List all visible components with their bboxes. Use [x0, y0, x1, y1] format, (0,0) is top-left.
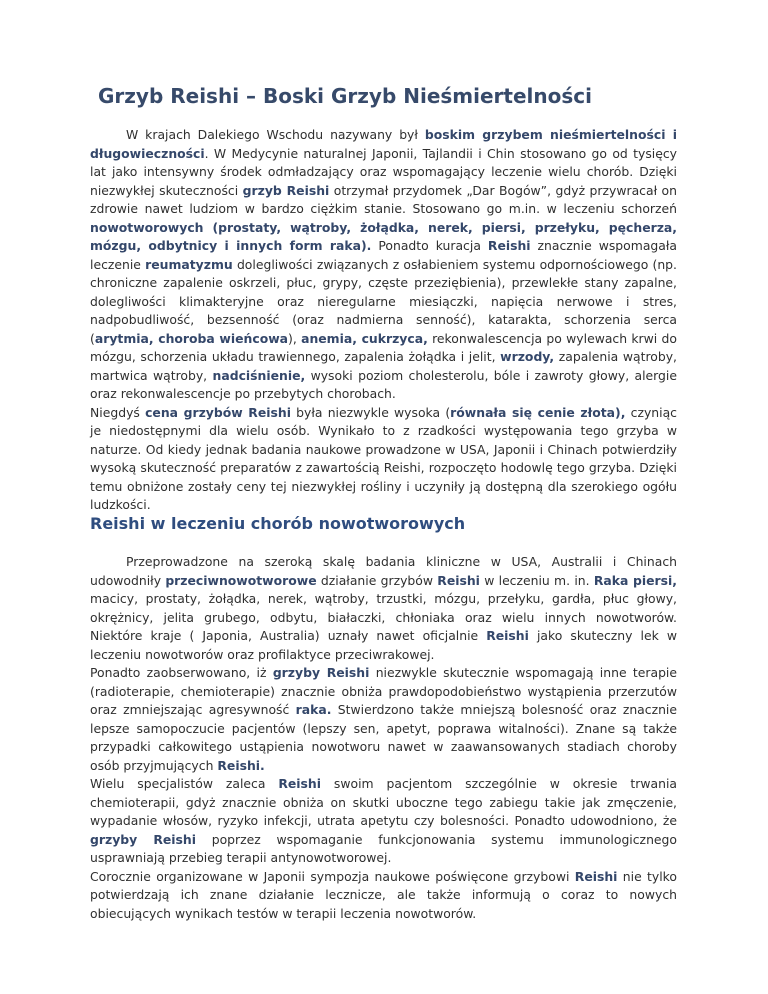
text-run: niezwykle skutecznie wspomagają inne terapie (radioterapie, chemioterapie) znacznie obniża prawdopodobieństwo wystąpienia przerzutów oraz zmniejszając agresywność	[90, 665, 677, 717]
bold-text-run: przeciwnowotworowe	[165, 572, 317, 588]
intro-paragraph	[90, 126, 677, 515]
text-run: rekonwalescencja po wylewach krwi do mózgu, schorzenia układu trawiennego, zapalenia żołądka i jelit,	[90, 330, 677, 364]
text-run: . W Medycynie naturalnej Japonii, Tajlandii i Chin stosowano go od tysięcy lat jako intensywny środek odmładzający oraz wspomagający leczenie wielu chorób. Dzięki niezwykłej skuteczności	[90, 145, 677, 198]
text-run: swoim pacjentom szczególnie w okresie trwania chemioterapii, gdyż znacznie obniża on skutki uboczne tego zabiegu takie jak zmęczenie, wypadanie włosów, ryzyko infekcji, utrata apetytu czy bolesności. Ponadto udowodniono, że	[90, 776, 677, 828]
bold-text-run: arytmia, choroba wieńcowa	[94, 330, 289, 346]
bold-text-run: Reishi.	[217, 757, 265, 773]
text-run: czyniąc je niedostępnymi dla wielu osób. Wynikało to z rzadkości występowania tego grzyba w naturze. Od kiedy jednak badania naukowe prowadzone w USA, Japonii i Chinach potwierdziły wysoką skuteczność preparatów z zawartością Reishi, rozpoczęto hodowlę tego grzyba. Dzięki temu obniżone zostały ceny tej niezwykłej rośliny i uczyniły ją dostępną dla szerokiego ogółu ludzkości.	[90, 404, 677, 512]
bold-text-run: Reishi	[437, 572, 480, 588]
bold-text-run: Reishi	[574, 868, 618, 884]
text-run: Stwierdzono także mniejszą bolesność oraz znacznie lepsze samopoczucie pacjentów (lepszy sen, apetyt, poprawa witalności). Znane są także przypadki całkowitego ustąpienia nowotworu nawet w zaawansowanych stadiach choroby osób przyjmujących	[90, 702, 677, 773]
cancer-section-paragraph	[90, 553, 677, 923]
text-run: Wielu specjalistów zaleca	[90, 776, 279, 791]
text-run: Przeprowadzone na szeroką skalę badania kliniczne w USA, Australii i Chinach udowodniły	[90, 554, 677, 588]
bold-text-run: Reishi	[486, 628, 529, 643]
bold-text-run: cena grzybów Reishi	[145, 404, 291, 420]
bold-text-run: grzyby Reishi	[90, 831, 196, 847]
section-heading: Reishi w leczeniu chorób nowotworowych	[90, 514, 466, 533]
bold-text-run: anemia, cukrzyca,	[301, 330, 428, 346]
bold-text-run: grzyby Reishi	[272, 665, 370, 680]
bold-text-run: boskim grzybem nieśmiertelności i długowieczności	[90, 127, 677, 161]
text-run: wysoki poziom cholesterolu, bóle i zawroty głowy, alergie oraz rekonwalescencje po przebytych chorobach.	[90, 367, 677, 401]
text-run: ),	[288, 330, 302, 346]
text-run: jako skuteczny lek w leczeniu nowotworów oraz profilaktyce przeciwrakowej.	[90, 628, 677, 662]
text-run: Ponadto kuracja	[371, 238, 488, 253]
text-run: W krajach Dalekiego Wschodu nazywany był	[126, 127, 425, 142]
bold-text-run: Reishi	[278, 776, 321, 791]
text-run: poprzez wspomaganie funkcjonowania systemu immunologicznego usprawniają przebieg terapii antynowotworowej.	[90, 831, 677, 865]
text-run: otrzymał przydomek „Dar Bogów”, gdyż przywracał on zdrowie nawet ludziom w bardzo ciężkim stanie. Stosowano go m.in. w leczeniu schorzeń	[90, 182, 677, 216]
bold-text-run: reumatyzmu	[145, 256, 233, 272]
text-run: Ponadto zaobserwowano, iż	[90, 665, 273, 680]
bold-text-run: Reishi	[487, 238, 531, 253]
text-run: zapalenia wątroby, martwica wątroby,	[90, 349, 677, 383]
bold-text-run: wrzody,	[500, 349, 555, 364]
text-run: macicy, prostaty, żołądka, nerek, wątroby, trzustki, mózgu, przełyku, gardła, płuc głowy, okrężnicy, jelita grubego, odbytu, białaczki, chłoniaka oraz wielu innych nowotworów. Niektóre kraje ( Japonia, Australia) uznały nawet oficjalnie	[90, 591, 677, 643]
document-title: Grzyb Reishi – Boski Grzyb Nieśmiertelności	[98, 84, 592, 108]
text-run: nie tylko potwierdzają ich znane działanie lecznicze, ale także informują o coraz to nowych obiecujących wynikach testów w terapii leczenia nowotworów.	[90, 868, 677, 921]
text-run: znacznie wspomagała leczenie	[90, 238, 677, 272]
text-run: Corocznie organizowane w Japonii sympozja naukowe poświęcone grzybowi	[90, 868, 575, 884]
bold-text-run: Raka piersi,	[593, 572, 677, 588]
bold-text-run: nowotworowych (prostaty, wątroby, żołądka, nerek, piersi, przełyku, pęcherza, mózgu, odbytnicy i innych form raka).	[90, 219, 677, 253]
bold-text-run: nadciśnienie,	[212, 367, 306, 383]
bold-text-run: grzyb Reishi	[242, 182, 330, 198]
text-run: dolegliwości związanych z osłabieniem systemu odpornościowego (np. chroniczne zapalenie oskrzeli, płuc, grypy, częste przeziębienia), przewlekłe stany zapalne, dolegliwości klimakteryjne oraz nieregularne miesiączki, napięcia nerwowe i stres, nadpobudliwość, bezsenność (oraz nadmierna senność), katarakta, schorzenia serca (	[90, 256, 677, 346]
bold-text-run: raka.	[295, 702, 332, 717]
text-run: była niezwykle wysoka (	[290, 404, 451, 420]
text-run: działanie grzybów	[316, 572, 438, 588]
text-run: w leczeniu m. in.	[479, 572, 594, 588]
text-run: Niegdyś	[90, 404, 146, 420]
bold-text-run: równała się cenie złota),	[450, 404, 626, 420]
